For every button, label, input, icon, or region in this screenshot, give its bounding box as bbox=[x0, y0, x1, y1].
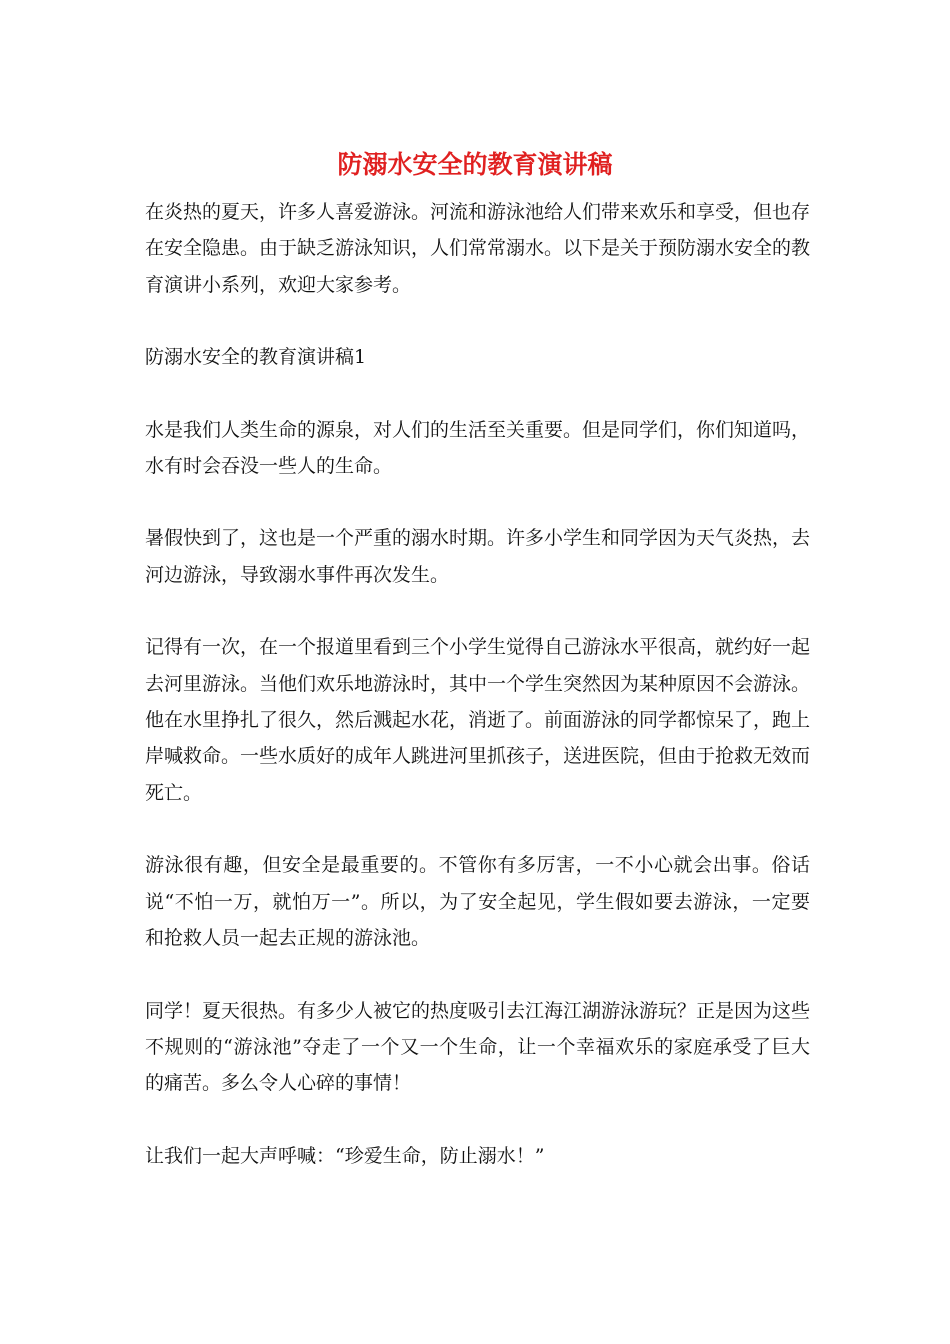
paragraph: 水是我们人类生命的源泉，对人们的生活至关重要。但是同学们，你们知道吗，水有时会吞没一些人的生命。 bbox=[145, 418, 811, 478]
section-heading: 防溺水安全的教育演讲稿1 bbox=[145, 346, 367, 369]
paragraph-closing: 让我们一起大声呼喊：“珍爱生命，防止溺水！” bbox=[145, 1144, 545, 1167]
document-body bbox=[145, 194, 810, 1210]
document-title: 防溺水安全的教育演讲稿 bbox=[337, 150, 613, 179]
paragraph: 同学！夏天很热。有多少人被它的热度吸引去江海江湖游泳游玩？正是因为这些不规则的“游泳池”夺走了一个又一个生命，让一个幸福欢乐的家庭承受了巨大的痛苦。多么令人心碎的事情！ bbox=[145, 999, 811, 1095]
paragraph: 游泳很有趣，但安全是最重要的。不管你有多厉害，一不小心就会出事。俗话说“不怕一万，就怕万一”。所以，为了安全起见，学生假如要去游泳，一定要和抢救人员一起去正规的游泳池。 bbox=[145, 854, 810, 950]
paragraph-intro: 在炎热的夏天，许多人喜爱游泳。河流和游泳池给人们带来欢乐和享受，但也存在安全隐患。由于缺乏游泳知识，人们常常溺水。以下是关于预防溺水安全的教育演讲小系列，欢迎大家参考。 bbox=[145, 201, 811, 296]
paragraph: 暑假快到了，这也是一个严重的溺水时期。许多小学生和同学因为天气炎热，去河边游泳，导致溺水事件再次发生。 bbox=[145, 527, 811, 586]
paragraph: 记得有一次，在一个报道里看到三个小学生觉得自己游泳水平很高，就约好一起去河里游泳。当他们欢乐地游泳时，其中一个学生突然因为某种原因不会游泳。他在水里挣扎了很久，然后溅起水花，消逝了。前面游泳的同学都惊呆了，跑上岸喊救命。一些水质好的成年人跳进河里抓孩子，送进医院，但由于抢救无效而死亡。 bbox=[145, 636, 811, 804]
